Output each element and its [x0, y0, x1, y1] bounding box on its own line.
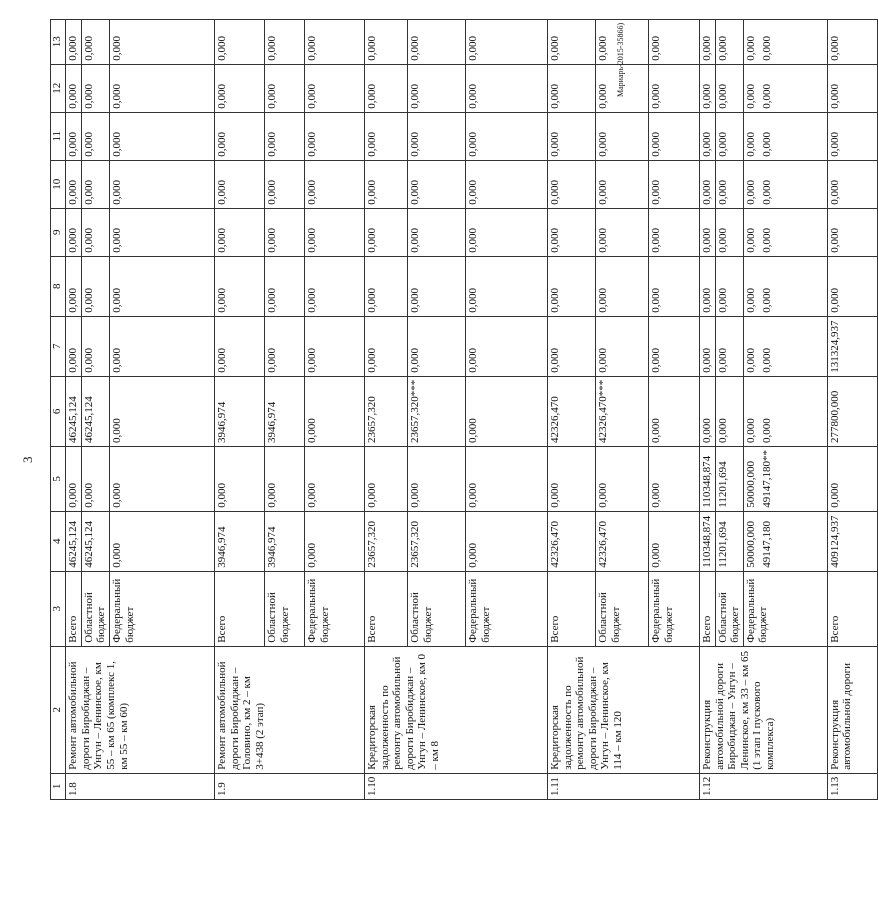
column-number: 2 [51, 646, 66, 773]
amount-cell: 0,000 [304, 316, 364, 376]
amount-cell: 0,000 [699, 19, 715, 64]
row-number: 1.12 [699, 773, 827, 799]
amount-cell: 0,000 [465, 19, 547, 64]
amount-cell: 0,000 [595, 19, 648, 64]
amount-cell: 0,000 [715, 316, 743, 376]
amount-cell: 0,000 [214, 208, 264, 256]
amount-cell: 0,000 [214, 447, 264, 512]
amount-cell: 0,000 [827, 160, 877, 208]
amount-line: 0,000 [744, 348, 757, 373]
amount-cell [743, 19, 827, 64]
amount-line: 50000,000 [744, 461, 757, 508]
amount-cell [743, 112, 827, 160]
amount-cell: 0,000 [407, 112, 465, 160]
column-number: 9 [51, 208, 66, 256]
amount-cell [743, 316, 827, 376]
amount-cell: 0,000 [304, 19, 364, 64]
amount-cell: 0,000 [407, 447, 465, 512]
amount-cell: 0,000 [66, 208, 82, 256]
amount-cell: 0,000 [66, 64, 82, 112]
amount-line: 0,000 [744, 228, 757, 253]
amount-cell: 0,000 [264, 447, 304, 512]
amount-cell: 0,000 [407, 316, 465, 376]
amount-cell: 0,000 [407, 256, 465, 316]
amount-cell: 0,000 [304, 64, 364, 112]
amount-cell: 0,000 [547, 19, 595, 64]
amount-cell: 0,000 [648, 376, 699, 446]
amount-cell: 0,000 [715, 19, 743, 64]
funding-source: Областной бюджет [407, 571, 465, 646]
amount-cell: 0,000 [648, 19, 699, 64]
amount-cell [743, 64, 827, 112]
amount-cell: 0,000 [81, 160, 109, 208]
funding-source: Всего [364, 571, 407, 646]
amount-line: 0,000 [760, 418, 773, 443]
amount-cell: 0,000 [699, 112, 715, 160]
amount-cell: 0,000 [81, 208, 109, 256]
amount-cell: 0,000 [827, 19, 877, 64]
amount-cell: 0,000 [364, 160, 407, 208]
funding-source: Всего [214, 571, 264, 646]
amount-cell: 0,000 [465, 208, 547, 256]
amount-cell: 0,000 [648, 447, 699, 512]
amount-cell: 0,000 [214, 316, 264, 376]
column-number: 6 [51, 376, 66, 446]
amount-cell: 0,000 [109, 160, 214, 208]
amount-cell: 0,000 [465, 64, 547, 112]
amount-cell: 0,000 [827, 447, 877, 512]
amount-cell: 0,000 [364, 208, 407, 256]
amount-cell: 0,000 [699, 160, 715, 208]
table-row [364, 19, 407, 799]
object-name: Ремонт автомобильной дороги Биробиджан – Унгун – Ленинское, км 55 – км 65 (комплекс 1, км 55 – км 60) [66, 646, 215, 773]
table-row [66, 19, 82, 799]
amount-cell: 0,000 [547, 256, 595, 316]
row-number: 1.10 [364, 773, 547, 799]
amount-cell: 0,000 [364, 256, 407, 316]
amount-cell [743, 511, 827, 571]
amount-cell: 0,000 [648, 160, 699, 208]
amount-cell: 0,000 [364, 112, 407, 160]
column-number: 10 [51, 160, 66, 208]
amount-cell: 0,000 [595, 316, 648, 376]
amount-cell: 0,000 [648, 256, 699, 316]
amount-cell: 23657,320*** [407, 376, 465, 446]
header-row [51, 19, 66, 799]
amount-cell: 0,000 [648, 112, 699, 160]
amount-cell: 0,000 [304, 447, 364, 512]
amount-cell: 42326,470 [595, 511, 648, 571]
amount-cell: 0,000 [66, 19, 82, 64]
amount-cell: 409124,937 [827, 511, 877, 571]
amount-cell [743, 208, 827, 256]
amount-cell: 0,000 [109, 208, 214, 256]
amount-cell: 0,000 [304, 160, 364, 208]
amount-cell: 0,000 [715, 376, 743, 446]
funding-source: Областной бюджет [595, 571, 648, 646]
amount-cell: 0,000 [715, 160, 743, 208]
amount-cell [743, 160, 827, 208]
object-name: Кредиторская задолженность по ремонту автомобильной дороги Биробиджан – Унгун – Ленинское, км 0 – км 8 [364, 646, 547, 773]
amount-cell: 0,000 [264, 208, 304, 256]
amount-cell: 0,000 [214, 256, 264, 316]
amount-cell: 0,000 [66, 447, 82, 512]
funding-source: Федеральный бюджет [465, 571, 547, 646]
amount-cell: 0,000 [699, 208, 715, 256]
amount-cell: 46245,124 [81, 376, 109, 446]
column-number: 5 [51, 447, 66, 512]
column-number: 11 [51, 112, 66, 160]
amount-cell: 0,000 [364, 316, 407, 376]
column-number: 4 [51, 511, 66, 571]
amount-cell: 0,000 [264, 316, 304, 376]
table-row [699, 19, 715, 799]
amount-cell: 0,000 [109, 447, 214, 512]
amount-cell: 0,000 [264, 160, 304, 208]
amount-cell: 0,000 [364, 19, 407, 64]
amount-cell: 0,000 [547, 64, 595, 112]
amount-cell: 3946,974 [214, 511, 264, 571]
amount-cell: 23657,320 [407, 511, 465, 571]
amount-cell: 0,000 [81, 256, 109, 316]
amount-cell: 0,000 [407, 160, 465, 208]
table-row [547, 19, 595, 799]
amount-cell: 0,000 [109, 316, 214, 376]
amount-cell: 0,000 [465, 160, 547, 208]
funding-source: Всего [547, 571, 595, 646]
amount-cell: 0,000 [715, 112, 743, 160]
amount-cell: 0,000 [699, 256, 715, 316]
amount-line: 50000,000 [744, 521, 757, 568]
amount-cell: 0,000 [465, 316, 547, 376]
amount-cell: 11201,694 [715, 511, 743, 571]
amount-cell: 0,000 [648, 208, 699, 256]
column-number: 1 [51, 773, 66, 799]
amount-line: 0,000 [760, 348, 773, 373]
column-number: 8 [51, 256, 66, 316]
amount-cell: 0,000 [595, 160, 648, 208]
column-number: 7 [51, 316, 66, 376]
amount-cell: 131324,937 [827, 316, 877, 376]
amount-line: 49147,180 [760, 521, 773, 568]
row-number: 1.8 [66, 773, 215, 799]
amount-line: 0,000 [744, 84, 757, 109]
amount-line: 49147,180** [760, 450, 773, 508]
amount-cell: 3946,974 [264, 511, 304, 571]
amount-cell: 0,000 [595, 256, 648, 316]
amount-cell: 277800,000 [827, 376, 877, 446]
amount-cell: 0,000 [407, 64, 465, 112]
row-number: 1.13 [827, 773, 877, 799]
amount-cell: 42326,470 [547, 376, 595, 446]
budget-table [50, 19, 878, 800]
amount-line: 0,000 [760, 288, 773, 313]
amount-cell: 0,000 [407, 19, 465, 64]
amount-cell [743, 376, 827, 446]
amount-cell: 0,000 [214, 19, 264, 64]
funding-source: Всего [66, 571, 82, 646]
amount-cell: 0,000 [827, 256, 877, 316]
amount-line: 0,000 [760, 36, 773, 61]
amount-cell: 0,000 [214, 64, 264, 112]
amount-cell: 0,000 [715, 64, 743, 112]
amount-cell: 0,000 [465, 447, 547, 512]
amount-cell: 0,000 [699, 376, 715, 446]
amount-cell: 42326,470*** [595, 376, 648, 446]
amount-cell: 110348,874 [699, 447, 715, 512]
funding-source: Областной бюджет [715, 571, 743, 646]
amount-cell: 0,000 [264, 256, 304, 316]
amount-cell: 46245,124 [66, 376, 82, 446]
amount-cell: 0,000 [547, 112, 595, 160]
amount-cell: 0,000 [547, 316, 595, 376]
amount-cell: 0,000 [595, 447, 648, 512]
amount-cell: 0,000 [66, 316, 82, 376]
amount-cell: 11201,694 [715, 447, 743, 512]
amount-cell: 0,000 [465, 376, 547, 446]
object-name: Ремонт автомобильной дороги Биробиджан – Головино, км 2 – км 3+438 (2 этап) [214, 646, 364, 773]
amount-cell: 0,000 [595, 208, 648, 256]
amount-cell: 0,000 [81, 316, 109, 376]
funding-source: Федеральный бюджет [648, 571, 699, 646]
amount-line: 0,000 [744, 180, 757, 205]
amount-cell: 46245,124 [81, 511, 109, 571]
table-row [214, 19, 264, 799]
amount-cell: 3946,974 [214, 376, 264, 446]
amount-cell: 0,000 [81, 64, 109, 112]
amount-cell: 0,000 [66, 112, 82, 160]
amount-cell: 0,000 [547, 208, 595, 256]
amount-line: 0,000 [760, 84, 773, 109]
amount-cell: 0,000 [407, 208, 465, 256]
funding-source: Областной бюджет [264, 571, 304, 646]
amount-cell: 0,000 [264, 64, 304, 112]
amount-cell: 0,000 [648, 511, 699, 571]
amount-cell: 0,000 [465, 256, 547, 316]
amount-cell: 0,000 [827, 208, 877, 256]
amount-cell: 0,000 [595, 64, 648, 112]
column-number: 12 [51, 64, 66, 112]
table-row [827, 19, 877, 799]
amount-cell: 0,000 [699, 64, 715, 112]
funding-source: Федеральный бюджет [109, 571, 214, 646]
amount-cell: 0,000 [304, 256, 364, 316]
column-number: 3 [51, 571, 66, 646]
amount-line: 0,000 [744, 288, 757, 313]
funding-source: Федеральный бюджет [304, 571, 364, 646]
amount-cell: 42326,470 [547, 511, 595, 571]
amount-cell: 0,000 [304, 112, 364, 160]
object-name: Реконструкция автомобильной дороги Биробиджан – Унгун – Ленинское, км 33 – км 65 (1 этап I пускового комплекса) [699, 646, 827, 773]
row-number: 1.9 [214, 773, 364, 799]
amount-cell [743, 447, 827, 512]
funding-source: Всего [699, 571, 715, 646]
amount-cell: 0,000 [109, 112, 214, 160]
amount-cell: 0,000 [547, 160, 595, 208]
amount-cell: 0,000 [715, 208, 743, 256]
amount-cell: 0,000 [827, 112, 877, 160]
amount-cell: 0,000 [109, 511, 214, 571]
amount-cell: 0,000 [66, 160, 82, 208]
amount-cell: 23657,320 [364, 376, 407, 446]
amount-cell: 0,000 [264, 112, 304, 160]
object-name: Кредиторская задолженность по ремонту автомобильной дороги Биробиджан – Унгун – Ленинское, км 114 – км 120 [547, 646, 699, 773]
amount-cell: 0,000 [214, 112, 264, 160]
amount-cell: 0,000 [648, 316, 699, 376]
funding-source: Всего [827, 571, 877, 646]
table-body [51, 19, 878, 799]
amount-cell: 0,000 [304, 208, 364, 256]
amount-cell: 0,000 [81, 19, 109, 64]
funding-source: Областной бюджет [81, 571, 109, 646]
object-name: Реконструкция автомобильной дороги [827, 646, 877, 773]
amount-cell: 0,000 [364, 64, 407, 112]
amount-cell: 0,000 [465, 112, 547, 160]
amount-cell: 0,000 [66, 256, 82, 316]
amount-line: 0,000 [744, 132, 757, 157]
amount-cell: 0,000 [304, 376, 364, 446]
amount-cell: 0,000 [547, 447, 595, 512]
amount-cell: 0,000 [109, 376, 214, 446]
amount-cell: 0,000 [699, 316, 715, 376]
amount-cell: 46245,124 [66, 511, 82, 571]
amount-cell [743, 256, 827, 316]
amount-cell: 0,000 [715, 256, 743, 316]
amount-cell: 0,000 [109, 19, 214, 64]
amount-cell: 0,000 [304, 511, 364, 571]
column-number: 13 [51, 19, 66, 64]
registration-stamp: Мариарь-2015-35866) [616, 22, 625, 97]
amount-cell: 0,000 [364, 447, 407, 512]
page-number: 3 [20, 456, 35, 463]
amount-cell: 0,000 [595, 112, 648, 160]
funding-source: Федеральный бюджет [743, 571, 827, 646]
amount-line: 0,000 [760, 228, 773, 253]
amount-line: 0,000 [760, 132, 773, 157]
amount-cell: 0,000 [264, 19, 304, 64]
amount-line: 0,000 [760, 180, 773, 205]
row-number: 1.11 [547, 773, 699, 799]
amount-cell: 0,000 [648, 64, 699, 112]
amount-line: 0,000 [744, 418, 757, 443]
amount-cell: 0,000 [465, 511, 547, 571]
amount-cell: 0,000 [109, 64, 214, 112]
amount-cell: 0,000 [109, 256, 214, 316]
amount-cell: 0,000 [827, 64, 877, 112]
amount-cell: 3946,974 [264, 376, 304, 446]
amount-line: 0,000 [744, 36, 757, 61]
amount-cell: 0,000 [81, 447, 109, 512]
amount-cell: 0,000 [214, 160, 264, 208]
amount-cell: 110348,874 [699, 511, 715, 571]
amount-cell: 0,000 [81, 112, 109, 160]
amount-cell: 23657,320 [364, 511, 407, 571]
